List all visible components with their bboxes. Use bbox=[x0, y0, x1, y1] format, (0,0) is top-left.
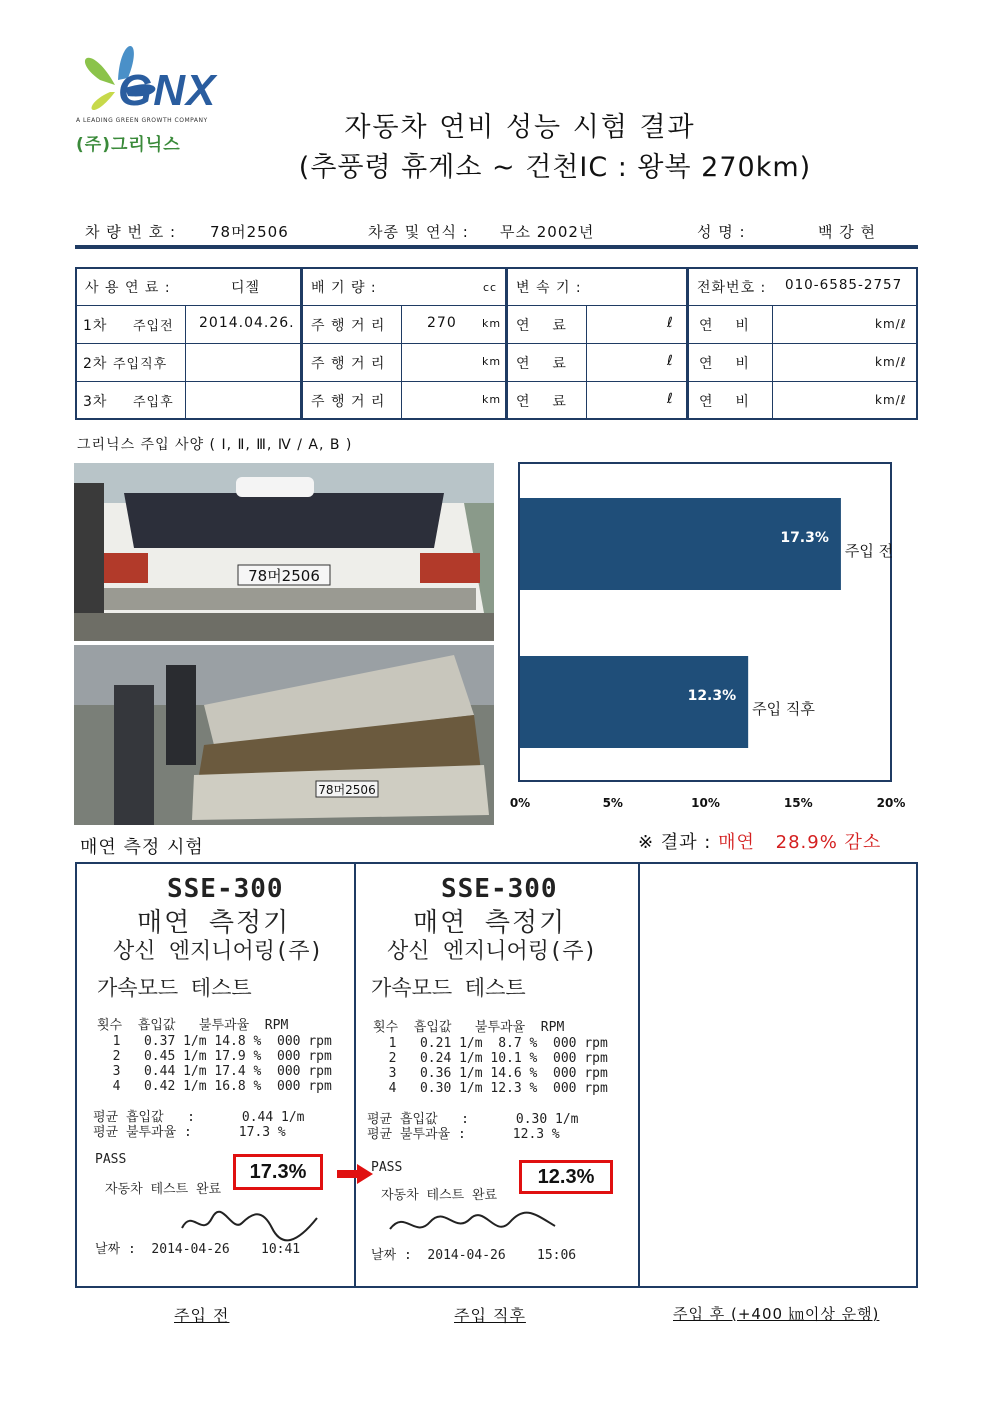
receipt-maker: 상신 엔지니어링(주) bbox=[387, 939, 597, 964]
receipt-pass: PASS bbox=[95, 1152, 127, 1167]
chart-tick-label: 15% bbox=[783, 796, 813, 810]
logo-tagline: A LEADING GREEN GROWTH COMPANY bbox=[76, 117, 208, 124]
receipt-device: 매연 측정기 bbox=[413, 908, 567, 938]
result-summary bbox=[638, 828, 881, 854]
distance-label: 주 행 거 리 bbox=[311, 356, 386, 372]
efficiency-label: 연 비 bbox=[699, 356, 750, 372]
plate-text: 78머2506 bbox=[248, 567, 320, 585]
distance-value: 270 bbox=[427, 315, 457, 331]
result-label: 매연 bbox=[718, 832, 755, 853]
distance-unit: km bbox=[482, 355, 502, 368]
highlight-before: 17.3% bbox=[233, 1154, 323, 1190]
fuel-label: 연 료 bbox=[516, 356, 567, 372]
efficiency-unit: km/ℓ bbox=[875, 355, 907, 369]
phone-label: 전화번호 : bbox=[697, 280, 767, 296]
panel-divider bbox=[354, 864, 356, 1286]
chart-category-label: 주입 전 bbox=[844, 542, 894, 560]
model-value: 무소 2002년 bbox=[500, 223, 595, 241]
efficiency-unit: km/ℓ bbox=[875, 393, 907, 407]
receipt-after bbox=[365, 868, 633, 1284]
receipt-panel bbox=[75, 862, 918, 1288]
receipt-line: 2 0.45 1/m 17.9 % 000 rpm bbox=[97, 1049, 332, 1064]
col-divider bbox=[185, 305, 186, 420]
name-value: 백 강 현 bbox=[818, 223, 877, 241]
stage-desc: 주입전 bbox=[133, 319, 174, 334]
opacity-bar-chart bbox=[500, 460, 920, 820]
chart-tick-label: 5% bbox=[602, 796, 623, 810]
panel-divider bbox=[638, 864, 640, 1286]
plate-value: 78머2506 bbox=[210, 223, 289, 241]
chart-tick-label: 0% bbox=[509, 796, 531, 810]
fuel-unit: ℓ bbox=[667, 315, 674, 331]
model-label: 차종 및 연식 : bbox=[368, 223, 469, 241]
distance-unit: km bbox=[482, 393, 502, 406]
receipt-line: 1 0.21 1/m 8.7 % 000 rpm bbox=[373, 1036, 608, 1051]
test-date: 2014.04.26. bbox=[199, 315, 295, 331]
col-divider bbox=[772, 305, 773, 420]
fuel-label: 연 료 bbox=[516, 318, 567, 334]
receipt-avg-intake: 평균 흡입값 : 0.30 1/m bbox=[367, 1112, 579, 1127]
chart-tick-label: 10% bbox=[691, 796, 720, 810]
displacement-unit: cc bbox=[483, 281, 498, 294]
receipt-line: 4 0.42 1/m 16.8 % 000 rpm bbox=[97, 1079, 332, 1094]
receipt-device: 매연 측정기 bbox=[137, 908, 291, 938]
car-rear-photo bbox=[74, 463, 494, 641]
col-divider bbox=[586, 305, 587, 420]
page-title: 자동차 연비 성능 시험 결과 bbox=[344, 112, 696, 143]
stage-desc: 주입후 bbox=[133, 395, 174, 410]
efficiency-unit: km/ℓ bbox=[875, 317, 907, 331]
receipt-avg-opacity: 평균 불투과율 : 12.3 % bbox=[367, 1127, 560, 1142]
efficiency-label: 연 비 bbox=[699, 318, 750, 334]
plate-label: 차 량 번 호 : bbox=[85, 223, 177, 241]
page-subtitle: (추풍령 휴게소 ~ 건천IC : 왕복 270km) bbox=[298, 152, 812, 183]
fuel-unit: ℓ bbox=[667, 353, 674, 369]
receipt-avg-intake: 평균 흡입값 : 0.44 1/m bbox=[93, 1110, 305, 1125]
result-value: 28.9% 감소 bbox=[775, 832, 882, 853]
caption-before: 주입 전 bbox=[174, 1306, 230, 1325]
receipt-date: 날짜 : 2014-04-26 15:06 bbox=[371, 1248, 577, 1263]
engine-bay-photo bbox=[74, 645, 494, 825]
signature-icon bbox=[385, 1204, 565, 1244]
chart-tick-label: 20% bbox=[876, 796, 906, 810]
receipt-before bbox=[87, 868, 349, 1284]
stage-desc: 주입직후 bbox=[113, 357, 168, 372]
info-divider bbox=[75, 245, 918, 249]
receipt-pass: PASS bbox=[371, 1160, 403, 1175]
receipt-avg-opacity: 평균 불투과율 : 17.3 % bbox=[93, 1125, 286, 1140]
name-label: 성 명 : bbox=[697, 223, 746, 241]
chart-category-label: 주입 직후 bbox=[752, 700, 815, 718]
receipt-header: 횟수 흡입값 불투과율 RPM bbox=[97, 1018, 289, 1033]
logo-brand: GNX bbox=[118, 66, 217, 115]
receipt-header: 횟수 흡입값 불투과율 RPM bbox=[373, 1020, 565, 1035]
receipt-line: 3 0.36 1/m 14.6 % 000 rpm bbox=[373, 1066, 608, 1081]
measurement-title: 매연 측정 시험 bbox=[80, 837, 204, 858]
signature-icon bbox=[177, 1198, 327, 1248]
stage-label: 1차 bbox=[83, 318, 108, 334]
fuel-type-label: 사 용 연 료 : bbox=[85, 280, 171, 296]
distance-label: 주 행 거 리 bbox=[311, 318, 386, 334]
injection-spec: 그리닉스 주입 사양 ( Ⅰ, Ⅱ, Ⅲ, Ⅳ / A, B ) bbox=[77, 437, 353, 453]
distance-label: 주 행 거 리 bbox=[311, 394, 386, 410]
receipt-line: 4 0.30 1/m 12.3 % 000 rpm bbox=[373, 1081, 608, 1096]
transmission-label: 변 속 기 : bbox=[516, 280, 582, 296]
result-prefix: ※ 결과 : bbox=[638, 832, 712, 853]
row-divider bbox=[75, 305, 918, 306]
displacement-label: 배 기 량 : bbox=[311, 280, 377, 296]
logo-company: (주)그리닉스 bbox=[76, 135, 181, 155]
row-divider bbox=[75, 343, 918, 344]
receipt-model: SSE-300 bbox=[167, 874, 284, 904]
fuel-label: 연 료 bbox=[516, 394, 567, 410]
stage-label: 2차 bbox=[83, 356, 108, 372]
receipt-line: 1 0.37 1/m 14.8 % 000 rpm bbox=[97, 1034, 332, 1049]
fuel-economy-table bbox=[75, 267, 918, 420]
fuel-type-value: 디젤 bbox=[231, 280, 261, 296]
receipt-line: 2 0.24 1/m 10.1 % 000 rpm bbox=[373, 1051, 608, 1066]
col-divider bbox=[401, 305, 402, 420]
phone-value: 010-6585-2757 bbox=[785, 277, 903, 293]
receipt-mode: 가속모드 테스트 bbox=[371, 976, 526, 1000]
highlight-after: 12.3% bbox=[519, 1160, 613, 1194]
receipt-done: 자동차 테스트 완료 bbox=[105, 1182, 222, 1197]
caption-later: 주입 후 (+400 ㎞이상 운행) bbox=[673, 1305, 880, 1323]
efficiency-label: 연 비 bbox=[699, 394, 750, 410]
receipt-line: 3 0.44 1/m 17.4 % 000 rpm bbox=[97, 1064, 332, 1079]
stage-label: 3차 bbox=[83, 394, 108, 410]
receipt-date: 날짜 : 2014-04-26 10:41 bbox=[95, 1242, 301, 1257]
plate-text: 78머2506 bbox=[318, 783, 376, 797]
chart-data-label: 12.3% bbox=[687, 688, 737, 704]
receipt-model: SSE-300 bbox=[441, 874, 558, 904]
receipt-done: 자동차 테스트 완료 bbox=[381, 1188, 498, 1203]
fuel-unit: ℓ bbox=[667, 391, 674, 407]
caption-after: 주입 직후 bbox=[454, 1306, 526, 1325]
chart-data-label: 17.3% bbox=[780, 530, 829, 546]
receipt-mode: 가속모드 테스트 bbox=[97, 976, 252, 1000]
row-divider bbox=[75, 381, 918, 382]
receipt-maker: 상신 엔지니어링(주) bbox=[113, 939, 323, 964]
distance-unit: km bbox=[482, 317, 502, 330]
